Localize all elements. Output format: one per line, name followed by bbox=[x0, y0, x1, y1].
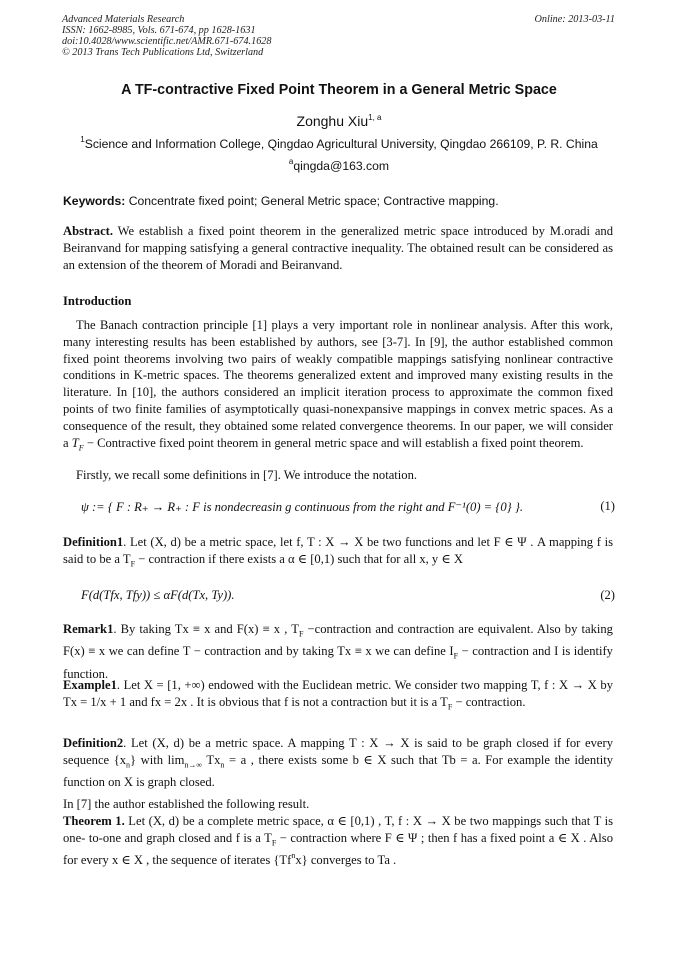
definition-1-label: Definition1 bbox=[63, 535, 124, 549]
abstract-text: We establish a fixed point theorem in the generalized metric space introduced by M.oradi and Beiranvand for mapping satisfying a general contractive inequality. The obtained result can be considered as an extension of the theorem of Moradi and Beiranvand. bbox=[63, 224, 614, 272]
theorem-1 bbox=[63, 813, 613, 869]
remark-1-label: Remark1 bbox=[63, 622, 114, 636]
author-name: Zonghu Xiu bbox=[296, 113, 369, 129]
affiliation bbox=[0, 137, 678, 151]
ex1-sub: F bbox=[447, 702, 453, 712]
def1-a: . Let (X, d) be a metric space, let f, T : X → X be two functions and let F ∈ Ψ . A mapping f is said to be a T bbox=[63, 535, 613, 566]
def2-sub2: n bbox=[220, 760, 225, 770]
thm1-sup: n bbox=[291, 851, 296, 861]
intro-paragraph-1 bbox=[63, 317, 613, 457]
rem1-c: − contraction and I is identify function. bbox=[63, 644, 613, 681]
journal-doi: doi:10.4028/www.scientific.net/AMR.671-674.1628 bbox=[62, 36, 272, 47]
rem1-sub2: F bbox=[453, 651, 459, 661]
definition-2 bbox=[63, 735, 613, 791]
def2-a: . Let (X, d) be a metric space. A mapping T : X → X is said to be graph closed if for every sequence {x bbox=[63, 736, 613, 767]
tf-sub: F bbox=[78, 443, 84, 453]
author-line bbox=[0, 113, 678, 129]
intro-p1-text: The Banach contraction principle [1] plays a very important role in nonlinear analysis. After this work, many interesting results has been established by authors, see [3-7]. In [9], the author established common fixed point theorems involving two pairs of weakly compatible mappings satisfying nonlinear contractive conditions in K-metric spaces. The theorems generalized extent and improved many existing results in the literature. In [10], the authors considered an implicit iteration process to approximate the common fixed points of two finite families of asymptotically quasi-nonexpansive mappings in convex metric spaces. As a consequence of the result, they obtained some related convergence theorems. In our paper, we will consider a bbox=[63, 318, 613, 450]
intro-p1-end: − Contractive fixed point theorem in general metric space and will establish a fixed point theorem. bbox=[86, 435, 584, 450]
online-date: Online: 2013-03-11 bbox=[534, 14, 615, 25]
author-sup: 1, a bbox=[368, 113, 382, 122]
keywords-text: Concentrate fixed point; General Metric space; Contractive mapping. bbox=[128, 194, 499, 208]
def2-sub: n bbox=[126, 760, 131, 770]
ex1-b: − contraction. bbox=[452, 694, 526, 709]
keywords-label: Keywords: bbox=[63, 194, 126, 208]
ex1-a: . Let X = [1, +∞) endowed with the Euclidean metric. We consider two mapping T, f : X → X by Tx = 1/x + 1 and fx = 2x . It is obvious that f is not a contraction but it is a T bbox=[63, 678, 613, 709]
def1-sub: F bbox=[130, 559, 136, 569]
email-line bbox=[0, 159, 678, 173]
def2-d: = a , there exists some b ∈ X such that Tb = a. For example the identity function on X is graph closed. bbox=[63, 752, 613, 790]
def2-c: Tx bbox=[202, 752, 221, 767]
abstract-label: Abstract. bbox=[63, 224, 114, 238]
definition-1 bbox=[63, 534, 613, 573]
journal-issn: ISSN: 1662-8985, Vols. 671-674, pp 1628-1631 bbox=[62, 25, 256, 36]
affiliation-sup: 1 bbox=[80, 135, 85, 144]
pre-theorem-text: In [7] the author established the following result. bbox=[63, 797, 310, 811]
equation-2-number: (2) bbox=[600, 588, 615, 602]
intro-heading: Introduction bbox=[63, 294, 132, 308]
thm1-b: − contraction where F ∈ Ψ ; then f has a fixed point a ∈ X . Also for every x ∈ X , the sequence of iterates {Tf bbox=[63, 830, 614, 868]
journal-name: Advanced Materials Research bbox=[62, 14, 185, 25]
intro-paragraph-2: Firstly, we recall some definitions in [7]. We introduce the notation. bbox=[76, 468, 418, 482]
journal-copyright: © 2013 Trans Tech Publications Ltd, Switzerland bbox=[62, 47, 264, 58]
abstract bbox=[63, 223, 613, 273]
rem1-b: −contraction and contraction are equivalent. Also by taking F(x) ≡ x we can define T − contraction and by taking Tx ≡ x we can define I bbox=[63, 622, 613, 659]
example-1 bbox=[63, 677, 613, 716]
journal-header bbox=[62, 14, 615, 58]
def2-lim: n→∞ bbox=[184, 760, 203, 770]
tf-t: T bbox=[71, 435, 79, 450]
thm1-a: Let (X, d) be a complete metric space, α ∈ [0,1) , T, f : X → X be two mappings such that T is one- to-one and graph closed and f is a T bbox=[63, 814, 614, 845]
tf-symbol bbox=[71, 435, 84, 453]
equation-1-body: ψ := { F : R₊ → R₊ : F is nondecreasin g continuous from the right and F⁻¹(0) = {0} }. bbox=[81, 500, 524, 514]
equation-2-body: F(d(Tfx, Tfy)) ≤ αF(d(Tx, Ty)). bbox=[81, 588, 235, 602]
def2-b: } with lim bbox=[130, 752, 185, 767]
affiliation-text: Science and Information College, Qingdao Agricultural University, Qingdao 266109, P. R. China bbox=[84, 137, 598, 151]
definition-2-label: Definition2 bbox=[63, 736, 124, 750]
remark-1 bbox=[63, 621, 613, 682]
thm1-sub: F bbox=[271, 838, 277, 848]
def1-b: − contraction if there exists a α ∈ [0,1) such that for all x, y ∈ X bbox=[135, 551, 463, 566]
rem1-a: . By taking Tx ≡ x and F(x) ≡ x , T bbox=[113, 622, 299, 636]
email-address: qingda@163.com bbox=[293, 159, 390, 173]
rem1-sub: F bbox=[298, 629, 304, 639]
example-1-label: Example1 bbox=[63, 678, 117, 692]
paper-title: A TF-contractive Fixed Point Theorem in a General Metric Space bbox=[121, 82, 557, 98]
theorem-1-label: Theorem 1. bbox=[63, 814, 125, 828]
email-sup: a bbox=[288, 157, 294, 166]
thm1-c: x} converges to Ta . bbox=[295, 853, 397, 868]
equation-1-number: (1) bbox=[600, 499, 615, 513]
keywords bbox=[63, 194, 615, 208]
